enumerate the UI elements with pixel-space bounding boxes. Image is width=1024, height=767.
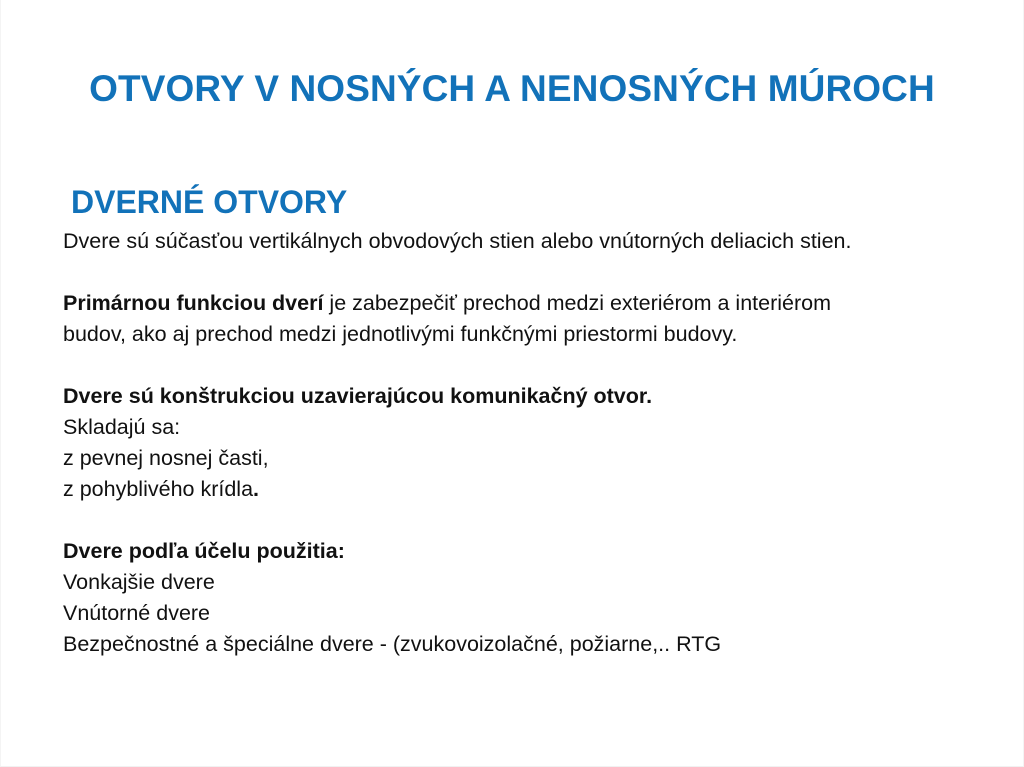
text-run: Skladajú sa: bbox=[63, 415, 181, 439]
text-run: budov, ako aj prechod medzi jednotlivými funkčnými priestormi budovy. bbox=[63, 322, 738, 346]
text-run: Vnútorné dvere bbox=[63, 601, 211, 625]
text-run-bold: Primárnou funkciou dverí bbox=[63, 291, 324, 315]
text-line bbox=[63, 381, 652, 412]
text-line bbox=[63, 567, 721, 598]
text-line bbox=[63, 536, 721, 567]
body-paragraph-by-purpose bbox=[63, 536, 721, 660]
text-run: je zabezpečiť prechod medzi exteriérom a interiérom bbox=[323, 291, 832, 315]
text-line bbox=[63, 319, 831, 350]
body-paragraph-intro bbox=[63, 226, 851, 257]
text-line bbox=[63, 443, 652, 474]
text-line bbox=[63, 412, 652, 443]
text-run: z pohyblivého krídla bbox=[63, 477, 254, 501]
body-paragraph-construction bbox=[63, 381, 652, 505]
text-line bbox=[63, 629, 721, 660]
section-heading: DVERNÉ OTVORY bbox=[71, 183, 348, 220]
text-run-bold: . bbox=[253, 477, 260, 501]
text-line bbox=[63, 598, 721, 629]
text-run: Bezpečnostné a špeciálne dvere - (zvukovoizolačné, požiarne,.. RTG bbox=[63, 632, 722, 656]
text-run: Dvere sú súčasťou vertikálnych obvodových stien alebo vnútorných deliacich stien. bbox=[63, 229, 852, 253]
text-run: Vonkajšie dvere bbox=[63, 570, 215, 594]
text-line bbox=[63, 288, 831, 319]
body-paragraph-primary-function bbox=[63, 288, 831, 350]
text-run-bold: Dvere sú konštrukciou uzavierajúcou komunikačný otvor. bbox=[63, 384, 653, 408]
text-line bbox=[63, 226, 851, 257]
text-run: z pevnej nosnej časti, bbox=[63, 446, 269, 470]
text-line bbox=[63, 474, 652, 505]
text-run-bold: Dvere podľa účelu použitia: bbox=[63, 539, 345, 563]
page-title: OTVORY V NOSNÝCH A NENOSNÝCH MÚROCH bbox=[89, 67, 935, 109]
